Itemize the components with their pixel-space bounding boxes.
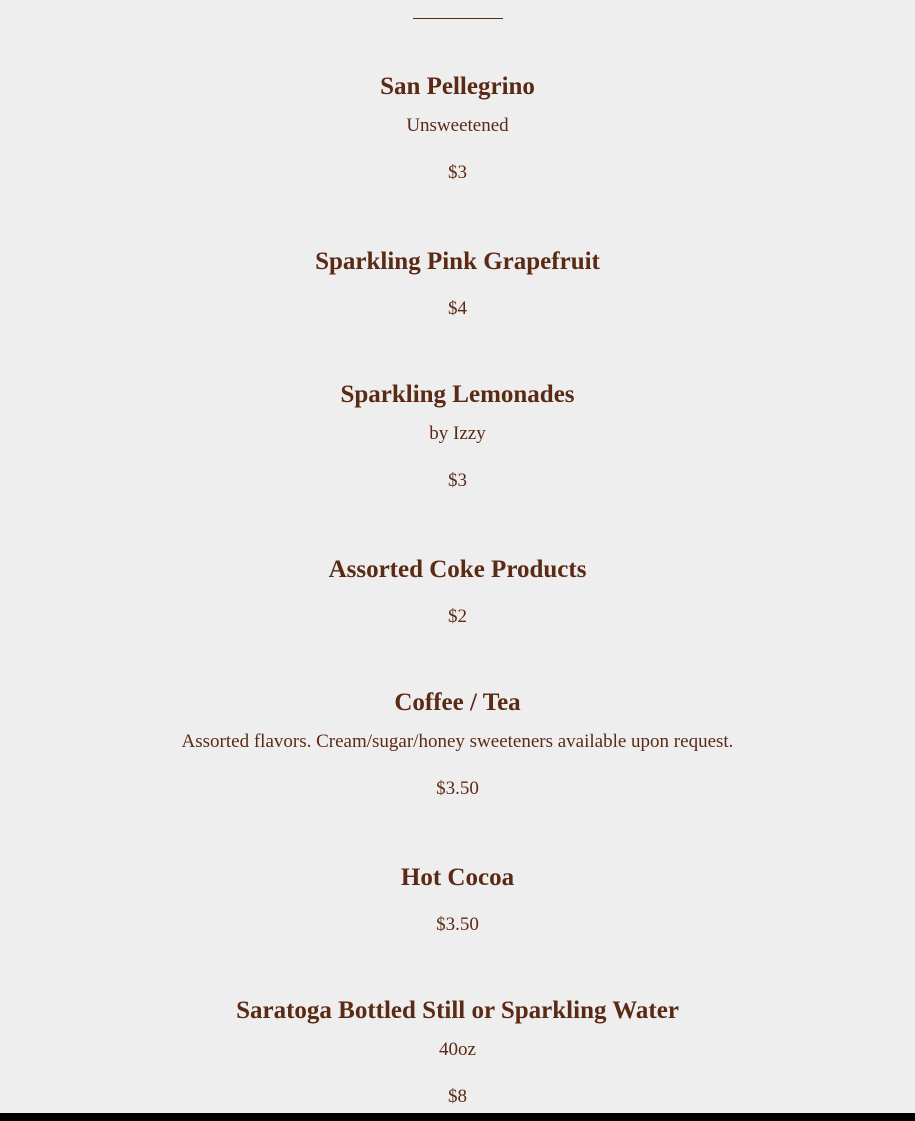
item-name: Sparkling Lemonades: [340, 381, 575, 408]
item-price: $3: [448, 470, 467, 491]
menu-item-hot-cocoa: [0, 863, 915, 937]
bottom-bar: [0, 1113, 915, 1121]
menu-item-san-pellegrino: [0, 72, 915, 185]
item-name: Sparkling Pink Grapefruit: [315, 248, 600, 275]
menu-item-sparkling-pink-grapefruit: [0, 247, 915, 321]
item-price: $3.50: [436, 778, 479, 799]
item-price: $4: [448, 298, 467, 319]
item-name: Saratoga Bottled Still or Sparkling Water: [236, 997, 679, 1024]
menu-item-saratoga-water: [0, 996, 915, 1109]
menu-item-assorted-coke-products: [0, 555, 915, 629]
item-price: $3: [448, 162, 467, 183]
item-description: Assorted flavors. Cream/sugar/honey sweeteners available upon request.: [181, 731, 734, 752]
section-divider: [413, 18, 503, 19]
menu-item-coffee-tea: [0, 688, 915, 801]
item-name: Coffee / Tea: [394, 689, 521, 716]
item-price: $8: [448, 1086, 467, 1107]
item-description: 40oz: [439, 1039, 476, 1060]
item-price: $2: [448, 606, 467, 627]
item-price: $3.50: [436, 914, 479, 935]
item-name: Assorted Coke Products: [328, 556, 587, 583]
item-name: Hot Cocoa: [400, 864, 515, 891]
item-description: by Izzy: [429, 423, 486, 444]
menu-item-sparkling-lemonades: [0, 380, 915, 493]
item-name: San Pellegrino: [380, 73, 535, 100]
item-description: Unsweetened: [406, 115, 509, 136]
